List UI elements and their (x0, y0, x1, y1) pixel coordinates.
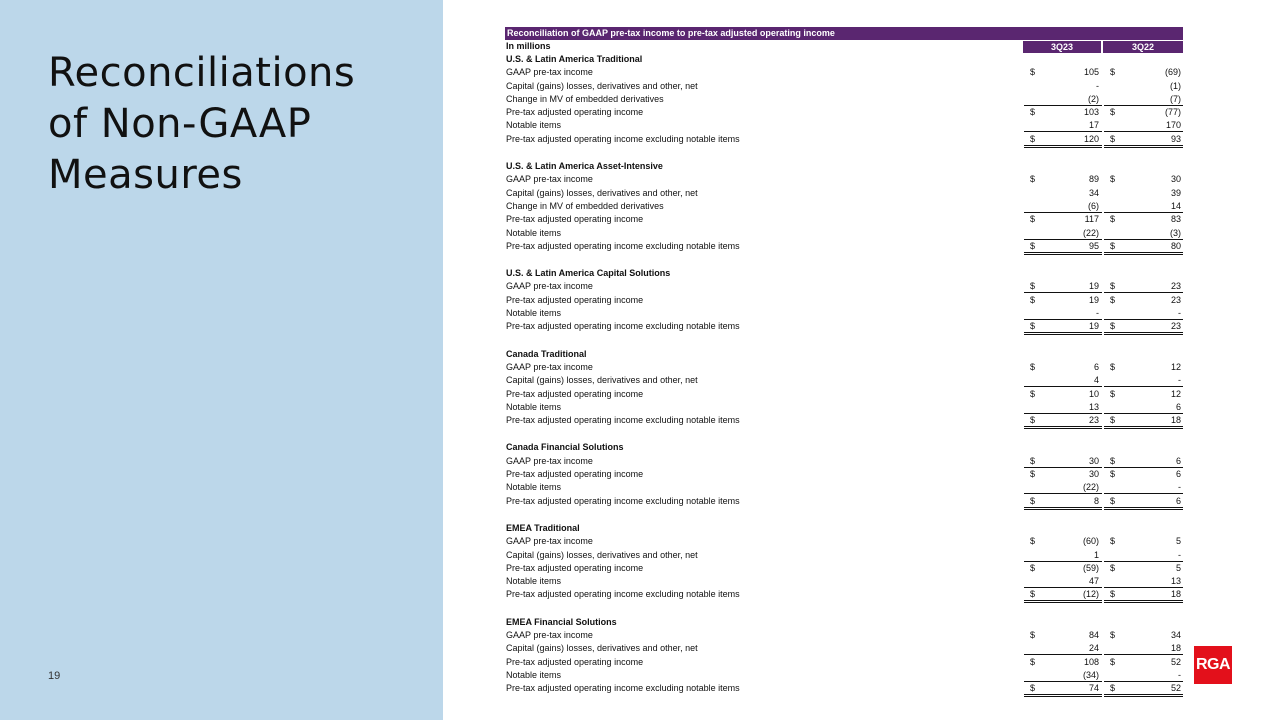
currency-symbol: $ (1030, 294, 1036, 305)
value-3q23: - (1096, 308, 1099, 319)
currency-symbol: $ (1110, 589, 1116, 600)
value-3q22: 23 (1170, 321, 1181, 332)
table-row (505, 320, 1183, 333)
table-row (505, 80, 1183, 93)
currency-symbol: $ (1030, 214, 1036, 225)
value-3q22: 5 (1175, 562, 1181, 573)
table-row (505, 200, 1183, 213)
table-row (505, 481, 1183, 494)
currency-symbol: $ (1030, 107, 1036, 118)
table-body (505, 53, 1183, 695)
value-3q23: 34 (1088, 187, 1099, 198)
currency-symbol: $ (1030, 174, 1036, 185)
currency-symbol: $ (1110, 495, 1116, 506)
value-3q23: 108 (1083, 656, 1099, 667)
value-3q22: 6 (1175, 401, 1181, 412)
currency-symbol: $ (1030, 281, 1036, 292)
row-label: GAAP pre-tax income (506, 361, 593, 372)
value-3q23: 17 (1088, 120, 1099, 131)
currency-symbol: $ (1110, 536, 1116, 547)
currency-symbol: $ (1110, 629, 1116, 640)
table-header-row (505, 40, 1183, 53)
value-3q22: - (1178, 375, 1181, 386)
section-spacer (505, 508, 1183, 522)
value-3q23: 8 (1093, 495, 1099, 506)
value-3q23: 47 (1088, 576, 1099, 587)
value-3q23: (60) (1082, 536, 1099, 547)
section-name: U.S. & Latin America Traditional (506, 54, 643, 64)
value-3q23: (6) (1088, 200, 1099, 211)
row-label: Pre-tax adjusted operating income excluding notable items (506, 589, 740, 600)
section-header (505, 53, 1183, 66)
value-3q23: 103 (1083, 107, 1099, 118)
value-3q23: 19 (1088, 321, 1099, 332)
table-row (505, 173, 1183, 186)
row-label: Capital (gains) losses, derivatives and other, net (506, 375, 698, 386)
page-number: 19 (48, 670, 61, 682)
value-3q23: 19 (1088, 281, 1099, 292)
value-3q22: 93 (1170, 133, 1181, 144)
section-name: U.S. & Latin America Capital Solutions (506, 268, 671, 279)
row-label: Pre-tax adjusted operating income (506, 469, 644, 480)
value-3q22: 6 (1175, 469, 1181, 480)
value-3q23: 89 (1088, 174, 1099, 185)
currency-symbol: $ (1030, 656, 1036, 667)
section-name: U.S. & Latin America Asset-Intensive (506, 161, 663, 172)
table-row (505, 66, 1183, 79)
row-label: Pre-tax adjusted operating income (506, 656, 644, 667)
currency-symbol: $ (1030, 133, 1036, 144)
currency-symbol: $ (1110, 469, 1116, 480)
double-underline (1104, 694, 1183, 697)
row-label: Change in MV of embedded derivatives (506, 200, 664, 211)
currency-symbol: $ (1030, 321, 1036, 332)
currency-symbol: $ (1030, 388, 1036, 399)
value-3q22: 52 (1170, 683, 1181, 694)
slide-title-line: Reconciliations (48, 50, 356, 96)
currency-symbol: $ (1110, 321, 1116, 332)
section-header (505, 160, 1183, 173)
row-label: Capital (gains) losses, derivatives and other, net (506, 549, 698, 560)
row-label: Notable items (506, 120, 562, 131)
value-3q22: 34 (1170, 629, 1181, 640)
column-header-3q23: 3Q23 (1023, 41, 1101, 53)
table-row (505, 227, 1183, 240)
row-label: Notable items (506, 227, 562, 238)
row-label: Capital (gains) losses, derivatives and other, net (506, 80, 698, 91)
table-row (505, 549, 1183, 562)
section-spacer (505, 427, 1183, 441)
currency-symbol: $ (1110, 107, 1116, 118)
value-3q23: 84 (1088, 629, 1099, 640)
row-label: Notable items (506, 482, 562, 493)
row-label: Capital (gains) losses, derivatives and other, net (506, 187, 698, 198)
currency-symbol: $ (1110, 455, 1116, 466)
currency-symbol: $ (1110, 683, 1116, 694)
row-label: Pre-tax adjusted operating income (506, 214, 644, 225)
value-3q22: 6 (1175, 495, 1181, 506)
currency-symbol: $ (1110, 294, 1116, 305)
row-label: Pre-tax adjusted operating income (506, 388, 644, 399)
table-row (505, 361, 1183, 374)
value-3q23: (22) (1082, 227, 1099, 238)
row-label: Notable items (506, 576, 562, 587)
table-row (505, 93, 1183, 106)
row-label: Notable items (506, 401, 562, 412)
currency-symbol: $ (1110, 174, 1116, 185)
table-row (505, 495, 1183, 508)
value-3q23: 95 (1088, 240, 1099, 251)
table-row (505, 280, 1183, 293)
currency-symbol: $ (1030, 683, 1036, 694)
value-3q22: (7) (1170, 93, 1181, 104)
table-row (505, 669, 1183, 682)
section-name: EMEA Traditional (506, 522, 580, 533)
value-3q23: - (1096, 80, 1099, 91)
table-row (505, 414, 1183, 427)
value-3q23: 105 (1083, 67, 1099, 78)
value-3q23: 6 (1093, 361, 1099, 372)
currency-symbol: $ (1030, 67, 1036, 78)
value-3q22: 52 (1170, 656, 1181, 667)
value-3q23: (12) (1082, 589, 1099, 600)
row-label: GAAP pre-tax income (506, 455, 593, 466)
section-name: Canada Financial Solutions (506, 442, 624, 453)
slide-title-line: Measures (48, 152, 243, 198)
currency-symbol: $ (1030, 536, 1036, 547)
table-row (505, 388, 1183, 401)
table-row (505, 682, 1183, 695)
currency-symbol: $ (1030, 455, 1036, 466)
value-3q22: (69) (1164, 67, 1181, 78)
value-3q23: 13 (1088, 401, 1099, 412)
currency-symbol: $ (1030, 562, 1036, 573)
currency-symbol: $ (1110, 214, 1116, 225)
currency-symbol: $ (1030, 495, 1036, 506)
section-header (505, 616, 1183, 629)
slide-title-line: of Non-GAAP (48, 101, 312, 147)
value-3q22: 80 (1170, 240, 1181, 251)
currency-symbol: $ (1110, 656, 1116, 667)
currency-symbol: $ (1030, 589, 1036, 600)
table-row (505, 575, 1183, 588)
value-3q23: 24 (1088, 643, 1099, 654)
currency-symbol: $ (1110, 361, 1116, 372)
table-row (505, 642, 1183, 655)
value-3q23: 4 (1093, 375, 1099, 386)
slide-title (48, 48, 428, 201)
currency-symbol: $ (1110, 240, 1116, 251)
currency-symbol: $ (1110, 281, 1116, 292)
double-underline (1024, 694, 1102, 697)
value-3q23: (22) (1082, 482, 1099, 493)
value-3q22: 18 (1170, 415, 1181, 426)
currency-symbol: $ (1110, 415, 1116, 426)
left-panel (0, 0, 443, 720)
table-row (505, 119, 1183, 132)
value-3q22: 12 (1170, 361, 1181, 372)
table-row (505, 213, 1183, 226)
value-3q23: 30 (1088, 469, 1099, 480)
value-3q23: 117 (1084, 214, 1099, 225)
table-row (505, 401, 1183, 414)
value-3q22: 6 (1175, 455, 1181, 466)
table-row (505, 187, 1183, 200)
row-label: Pre-tax adjusted operating income (506, 562, 644, 573)
value-3q22: 30 (1170, 174, 1181, 185)
row-label: Notable items (506, 308, 562, 319)
value-3q22: 23 (1170, 294, 1181, 305)
value-3q22: 12 (1170, 388, 1181, 399)
value-3q22: 14 (1170, 200, 1181, 211)
row-label: Pre-tax adjusted operating income excluding notable items (506, 683, 740, 694)
value-3q22: 5 (1175, 536, 1181, 547)
table-row (505, 562, 1183, 575)
value-3q22: 13 (1170, 576, 1181, 587)
section-header (505, 441, 1183, 454)
value-3q22: (77) (1164, 107, 1181, 118)
row-label: Pre-tax adjusted operating income (506, 107, 644, 118)
section-name: EMEA Financial Solutions (506, 616, 617, 627)
value-3q23: (59) (1082, 562, 1099, 573)
value-3q23: 10 (1088, 388, 1099, 399)
table-row (505, 240, 1183, 253)
value-3q22: 83 (1170, 214, 1181, 225)
row-label: Pre-tax adjusted operating income (506, 294, 644, 305)
table-row (505, 307, 1183, 320)
row-label: GAAP pre-tax income (506, 174, 593, 185)
row-label: Pre-tax adjusted operating income excluding notable items (506, 133, 740, 144)
section-spacer (505, 146, 1183, 160)
section-spacer (505, 602, 1183, 616)
table-row (505, 106, 1183, 119)
rga-logo: RGA (1194, 646, 1232, 684)
table-row (505, 294, 1183, 307)
table-row (505, 656, 1183, 669)
value-3q23: (2) (1088, 93, 1099, 104)
row-label: GAAP pre-tax income (506, 67, 593, 78)
currency-symbol: $ (1110, 133, 1116, 144)
value-3q22: - (1178, 308, 1181, 319)
section-spacer (505, 334, 1183, 348)
currency-symbol: $ (1030, 240, 1036, 251)
row-label: Capital (gains) losses, derivatives and other, net (506, 643, 698, 654)
table-row (505, 588, 1183, 601)
value-3q22: - (1178, 669, 1181, 680)
currency-symbol: $ (1030, 361, 1036, 372)
value-3q23: 1 (1093, 549, 1099, 560)
table-row (505, 133, 1183, 146)
row-label: Pre-tax adjusted operating income excluding notable items (506, 240, 740, 251)
value-3q22: 18 (1170, 589, 1181, 600)
row-label: Pre-tax adjusted operating income excluding notable items (506, 321, 740, 332)
value-3q22: (1) (1170, 80, 1181, 91)
section-name: Canada Traditional (506, 348, 587, 359)
section-spacer (505, 253, 1183, 267)
currency-symbol: $ (1110, 562, 1116, 573)
table-row (505, 455, 1183, 468)
row-label: Pre-tax adjusted operating income excluding notable items (506, 415, 740, 426)
reconciliation-table (505, 27, 1183, 695)
value-3q23: 74 (1088, 683, 1099, 694)
table-row (505, 468, 1183, 481)
row-label: Pre-tax adjusted operating income excluding notable items (506, 495, 740, 506)
section-header (505, 348, 1183, 361)
table-row (505, 374, 1183, 387)
row-label: GAAP pre-tax income (506, 536, 593, 547)
value-3q22: 23 (1170, 281, 1181, 292)
row-label: GAAP pre-tax income (506, 281, 593, 292)
row-label: Change in MV of embedded derivatives (506, 93, 664, 104)
table-row (505, 629, 1183, 642)
units-label: In millions (506, 41, 551, 51)
row-label: Notable items (506, 669, 562, 680)
column-header-3q22: 3Q22 (1103, 41, 1183, 53)
row-label: GAAP pre-tax income (506, 629, 593, 640)
value-3q23: (34) (1082, 669, 1099, 680)
value-3q22: 170 (1165, 120, 1181, 131)
value-3q22: 18 (1170, 643, 1181, 654)
value-3q22: - (1178, 549, 1181, 560)
currency-symbol: $ (1030, 629, 1036, 640)
value-3q23: 23 (1088, 415, 1099, 426)
value-3q23: 19 (1088, 294, 1099, 305)
value-3q22: 39 (1170, 187, 1181, 198)
value-3q22: (3) (1170, 227, 1181, 238)
section-header (505, 267, 1183, 280)
currency-symbol: $ (1110, 67, 1116, 78)
value-3q22: - (1178, 482, 1181, 493)
currency-symbol: $ (1030, 415, 1036, 426)
currency-symbol: $ (1030, 469, 1036, 480)
value-3q23: 30 (1088, 455, 1099, 466)
currency-symbol: $ (1110, 388, 1116, 399)
table-title: Reconciliation of GAAP pre-tax income to pre-tax adjusted operating income (505, 27, 1183, 40)
table-row (505, 535, 1183, 548)
value-3q23: 120 (1083, 133, 1099, 144)
section-header (505, 522, 1183, 535)
